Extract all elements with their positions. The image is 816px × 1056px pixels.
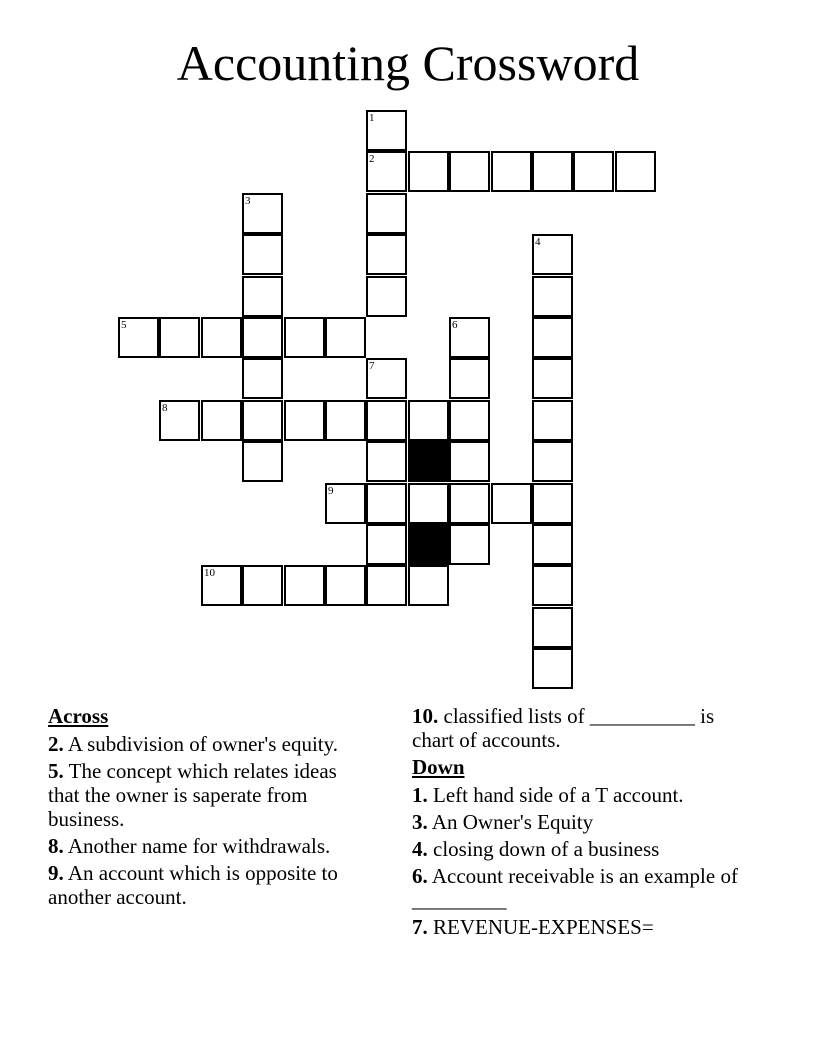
clue-number: 8. xyxy=(48,834,64,858)
grid-cell[interactable] xyxy=(159,317,200,358)
cell-number: 2 xyxy=(369,153,375,165)
clue-number: 3. xyxy=(412,810,428,834)
across-clue-5 xyxy=(48,759,368,831)
grid-cell[interactable] xyxy=(366,565,407,606)
grid-cell[interactable] xyxy=(491,483,532,524)
grid-cell[interactable] xyxy=(532,151,573,192)
down-clue-3 xyxy=(412,810,757,834)
grid-cell[interactable] xyxy=(449,151,490,192)
grid-cell[interactable] xyxy=(201,400,242,441)
grid-cell[interactable] xyxy=(408,565,449,606)
grid-cell[interactable] xyxy=(242,276,283,317)
grid-cell[interactable] xyxy=(284,400,325,441)
grid-cell[interactable] xyxy=(408,151,449,192)
clue-number: 4. xyxy=(412,837,428,861)
grid-cell[interactable] xyxy=(532,400,573,441)
grid-cell[interactable] xyxy=(449,441,490,482)
grid-cell[interactable] xyxy=(532,317,573,358)
grid-cell[interactable] xyxy=(408,483,449,524)
grid-cell[interactable] xyxy=(366,234,407,275)
grid-cell[interactable] xyxy=(532,441,573,482)
grid-cell[interactable] xyxy=(242,441,283,482)
across-clue-2 xyxy=(48,732,368,756)
grid-cell[interactable] xyxy=(449,317,490,358)
grid-cell[interactable] xyxy=(573,151,614,192)
across-clue-10 xyxy=(412,704,757,752)
clue-text: REVENUE-EXPENSES= xyxy=(433,915,654,939)
clue-text: closing down of a business xyxy=(433,837,660,861)
grid-cell[interactable] xyxy=(242,234,283,275)
grid-cell[interactable] xyxy=(325,565,366,606)
grid-cell[interactable] xyxy=(325,483,366,524)
cell-number: 10 xyxy=(204,567,215,579)
grid-cell[interactable] xyxy=(366,524,407,565)
grid-cell[interactable] xyxy=(325,317,366,358)
grid-cell[interactable] xyxy=(284,317,325,358)
across-clue-8 xyxy=(48,834,368,858)
clue-text: An account which is opposite to another account. xyxy=(48,861,338,909)
cell-number: 5 xyxy=(121,319,127,331)
grid-cell[interactable] xyxy=(366,358,407,399)
cell-number: 3 xyxy=(245,195,251,207)
grid-cell[interactable] xyxy=(201,565,242,606)
black-cell xyxy=(408,524,449,565)
grid-cell[interactable] xyxy=(366,193,407,234)
clue-text: An Owner's Equity xyxy=(431,810,594,834)
clue-text: Another name for withdrawals. xyxy=(67,834,331,858)
clue-number: 2. xyxy=(48,732,64,756)
grid-cell[interactable] xyxy=(284,565,325,606)
grid-cell[interactable] xyxy=(532,276,573,317)
cell-number: 6 xyxy=(452,319,458,331)
grid-cell[interactable] xyxy=(532,648,573,689)
clue-number: 1. xyxy=(412,783,428,807)
grid-cell[interactable] xyxy=(242,317,283,358)
grid-cell[interactable] xyxy=(242,193,283,234)
cell-number: 1 xyxy=(369,112,375,124)
clue-number: 5. xyxy=(48,759,64,783)
cell-number: 8 xyxy=(162,402,168,414)
clues-column-right xyxy=(412,704,757,942)
clue-text: The concept which relates ideas that the owner is saperate from business. xyxy=(48,759,337,831)
grid-cell[interactable] xyxy=(242,358,283,399)
grid-cell[interactable] xyxy=(449,400,490,441)
grid-cell[interactable] xyxy=(325,400,366,441)
clues-column-left xyxy=(48,704,368,912)
cell-number: 9 xyxy=(328,485,334,497)
grid-cell[interactable] xyxy=(159,400,200,441)
grid-cell[interactable] xyxy=(532,607,573,648)
clue-number: 6. xyxy=(412,864,428,888)
clue-number: 9. xyxy=(48,861,64,885)
page-title: Accounting Crossword xyxy=(176,35,640,91)
grid-cell[interactable] xyxy=(242,565,283,606)
cell-number: 7 xyxy=(369,360,375,372)
grid-cell[interactable] xyxy=(449,358,490,399)
cell-number: 4 xyxy=(535,236,541,248)
grid-cell[interactable] xyxy=(366,151,407,192)
down-clue-6 xyxy=(412,864,757,912)
clue-text: classified lists of __________ is chart of accounts. xyxy=(412,704,715,752)
grid-cell[interactable] xyxy=(532,483,573,524)
grid-cell[interactable] xyxy=(532,524,573,565)
down-clue-1 xyxy=(412,783,757,807)
grid-cell[interactable] xyxy=(449,483,490,524)
grid-cell[interactable] xyxy=(366,441,407,482)
grid-cell[interactable] xyxy=(366,400,407,441)
clue-text: Left hand side of a T account. xyxy=(433,783,684,807)
down-heading: Down xyxy=(412,755,465,779)
across-clue-9 xyxy=(48,861,368,909)
clue-number: 7. xyxy=(412,915,428,939)
grid-cell[interactable] xyxy=(242,400,283,441)
clue-text: Account receivable is an example of _________ xyxy=(412,864,738,912)
grid-cell[interactable] xyxy=(532,234,573,275)
grid-cell[interactable] xyxy=(118,317,159,358)
down-clue-4 xyxy=(412,837,757,861)
grid-cell[interactable] xyxy=(449,524,490,565)
grid-cell[interactable] xyxy=(366,276,407,317)
clue-text: A subdivision of owner's equity. xyxy=(67,732,339,756)
grid-cell[interactable] xyxy=(408,400,449,441)
grid-cell[interactable] xyxy=(615,151,656,192)
grid-cell[interactable] xyxy=(366,110,407,151)
down-clue-7 xyxy=(412,915,757,939)
across-heading: Across xyxy=(48,704,109,728)
grid-cell[interactable] xyxy=(201,317,242,358)
grid-cell[interactable] xyxy=(532,358,573,399)
grid-cell[interactable] xyxy=(366,483,407,524)
grid-cell[interactable] xyxy=(532,565,573,606)
grid-cell[interactable] xyxy=(491,151,532,192)
clue-number: 10. xyxy=(412,704,439,728)
black-cell xyxy=(408,441,449,482)
